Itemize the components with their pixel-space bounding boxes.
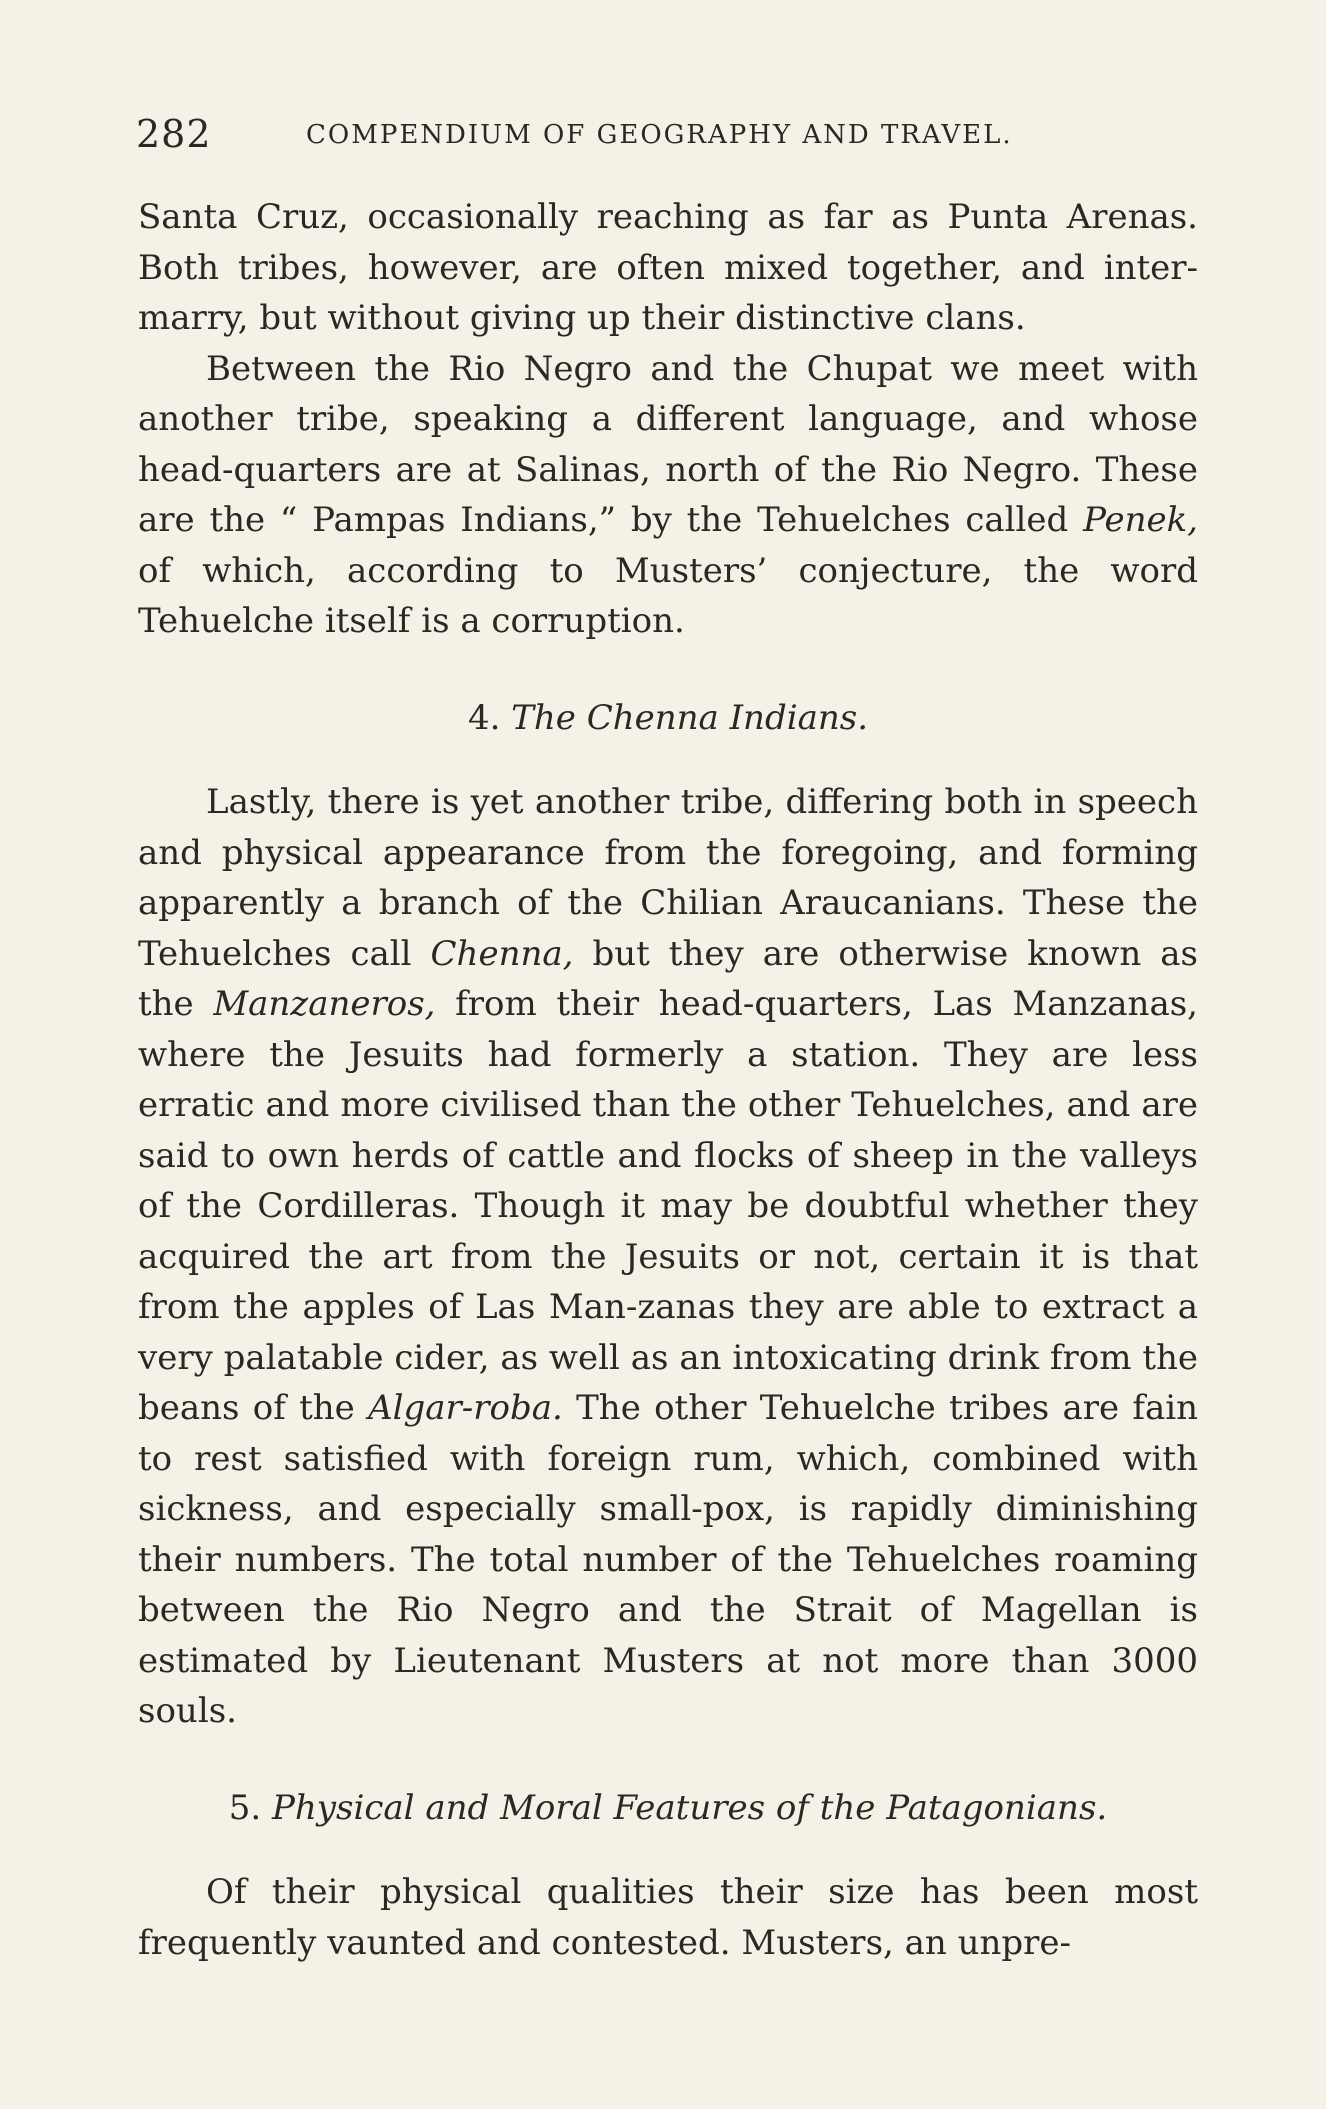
paragraph-text: Lastly, there is yet another tribe, differing both in speech and physical appearance from the foregoing, and forming apparently a branch of the Chilian Araucanians. These the Tehuelches call bbox=[138, 782, 1198, 974]
section-number: 5. bbox=[228, 1787, 262, 1828]
paragraph-continued: Santa Cruz, occasionally reaching as far as Punta Arenas. Both tribes, however, are often mixed together, and inter-marry, but without giving up their distinctive clans. bbox=[138, 197, 1198, 338]
paragraph-physical-qualities: Of their physical qualities their size has been most frequently vaunted and contested. Musters, an unpre- bbox=[138, 1872, 1198, 1963]
italic-term-algarroba: Algar-roba. bbox=[368, 1388, 563, 1428]
section-number: 4. bbox=[467, 697, 501, 738]
section-title: Physical and Moral Features of the Patagonians. bbox=[272, 1787, 1108, 1828]
paragraph-text: from their head-quarters, Las Manzanas, where the Jesuits had formerly a station. They are less erratic and more civilised than the other Tehuelches, and are said to own herds of cattle and flocks of sheep in the valleys of the Cordilleras. Though it may be doubtful whether they acquired the art from the Jesuits or not, certain it is that from the apples of Las Man-zanas they are able to extract a very palatable cider, as well as an intoxicating drink from the beans of the bbox=[138, 984, 1198, 1428]
italic-term-chenna: Chenna, bbox=[430, 933, 574, 974]
page-header bbox=[136, 112, 1196, 162]
section-heading-physical-features bbox=[138, 1783, 1198, 1834]
italic-term-manzaneros: Manzaneros, bbox=[213, 984, 436, 1024]
italic-term-penek: Penek, bbox=[1083, 500, 1198, 540]
section-title: The Chenna Indians. bbox=[511, 697, 869, 738]
paragraph-pampas-indians bbox=[138, 344, 1198, 647]
running-title: COMPENDIUM OF GEOGRAPHY AND TRAVEL. bbox=[306, 120, 1013, 150]
paragraph-text: Between the Rio Negro and the Chupat we meet with another tribe, speaking a different language, and whose head-quarters are at Salinas, north of the Rio Negro. These are the “ Pampas Indians,” by the Tehuelches called bbox=[138, 348, 1198, 540]
paragraph-text: of which, according to Musters’ conjecture, the word Tehuelche itself is a corruption. bbox=[138, 550, 1198, 641]
section-heading-chenna bbox=[138, 693, 1198, 744]
paragraph-text: but they are otherwise known as the bbox=[138, 933, 1199, 1024]
paragraph-chenna bbox=[138, 777, 1198, 1737]
paragraph-text: The other Tehuelche tribes are fain to rest satisfied with foreign rum, which, combined with sickness, and especially small-pox, is rapidly diminishing their numbers. The total number of the Tehuelches roaming between the Rio Negro and the Strait of Magellan is estimated by Lieutenant Musters at not more than 3000 souls. bbox=[138, 1388, 1198, 1731]
page-number: 282 bbox=[136, 112, 212, 156]
page-body bbox=[138, 192, 1198, 1968]
